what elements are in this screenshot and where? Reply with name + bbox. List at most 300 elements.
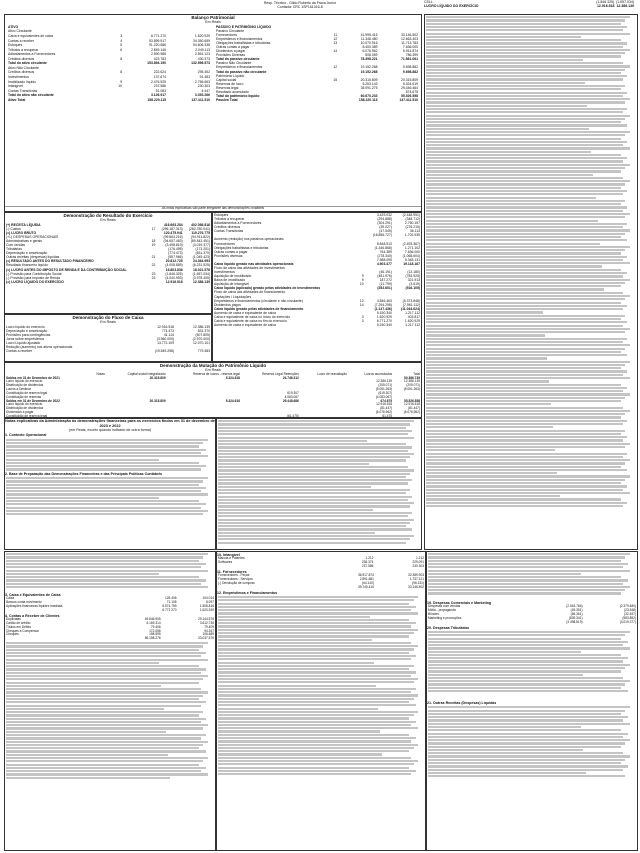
table-cell: 11.346.480 — [360, 36, 378, 41]
table-cell: 619.307 — [287, 390, 299, 395]
table-cell: Empréstimos e financiamentos — [216, 36, 263, 41]
table-row — [427, 621, 637, 625]
table-row — [213, 323, 421, 327]
table-cell: (6.076.962) — [403, 410, 420, 415]
text-line — [426, 449, 555, 451]
text-line — [6, 513, 203, 515]
text-line — [218, 496, 412, 498]
text-line — [218, 625, 411, 627]
text-line — [426, 39, 621, 41]
table-cell: Passivo Circulante — [216, 28, 245, 33]
text-line — [428, 563, 628, 565]
table-cell: Contas a receber — [6, 349, 33, 354]
table-cell: (16.856.727) — [372, 233, 392, 238]
table-cell: 12.386.139 — [376, 379, 393, 384]
table-cell: 2.756.663 — [194, 79, 210, 84]
table-cell: (294.888) — [377, 217, 392, 222]
text-line — [428, 660, 623, 662]
text-line — [426, 52, 625, 54]
table-cell: 39.745.415 — [357, 584, 374, 589]
note-3-heading: 3. Caixa e Equivalentes de Caixa — [5, 593, 61, 597]
text-line — [426, 206, 627, 208]
table-cell: Lucro líquido do exercício — [6, 324, 45, 329]
table-cell: 198.595 — [149, 632, 161, 637]
table-cell: 137.411.510 — [191, 97, 210, 102]
text-line — [426, 305, 627, 307]
table-cell: (3.960.000) — [156, 336, 175, 341]
text-line — [6, 695, 203, 697]
text-line — [6, 480, 203, 482]
text-line — [6, 724, 208, 726]
table-cell: 12.386.139 — [193, 279, 210, 284]
table-cell: 1.620.929 — [376, 314, 392, 319]
text-line — [218, 606, 416, 608]
text-line — [218, 499, 408, 501]
text-line — [428, 651, 581, 653]
table-cell: 78.398.221 — [360, 57, 378, 62]
note-body-text — [427, 705, 637, 785]
text-line — [218, 450, 408, 452]
table-cell: Aquisição de imobilizado — [214, 274, 252, 279]
text-line — [426, 433, 621, 435]
text-line — [218, 645, 418, 647]
text-line — [426, 265, 602, 267]
text-line — [428, 647, 630, 649]
table-cell: 24.746.312 — [282, 375, 299, 380]
table-cell: (12.180) — [407, 270, 420, 275]
text-line — [426, 154, 621, 156]
text-line — [428, 638, 621, 640]
table-cell: 12 — [333, 36, 338, 41]
text-line — [6, 449, 206, 451]
text-line — [426, 397, 625, 399]
table-cell: 3.126.917 — [150, 93, 167, 98]
csll-2022: (1.657.034) — [616, 0, 634, 4]
text-line — [426, 29, 623, 31]
text-line — [426, 46, 623, 48]
text-line — [426, 236, 621, 238]
text-line — [6, 566, 201, 568]
table-cell: Baixa de imobilizado — [214, 278, 246, 283]
text-line — [426, 42, 627, 44]
table-cell: 764.389 — [379, 249, 392, 254]
table-cell: (99.663.216) — [163, 234, 183, 239]
text-line — [6, 576, 199, 578]
table-cell: (+) RECEITA LÍQUIDA — [6, 222, 41, 227]
table-cell: Dividendos a pagar — [6, 410, 34, 415]
table-cell: 2.891.681 — [359, 577, 374, 581]
accountant-signature — [200, 1, 400, 9]
text-line — [218, 671, 416, 673]
text-line — [218, 473, 410, 475]
text-line — [426, 416, 621, 418]
csll-label: CSLL — [424, 0, 433, 4]
dfc-left — [4, 314, 212, 362]
text-line — [218, 701, 409, 703]
text-line — [426, 78, 623, 80]
text-line — [218, 694, 418, 696]
text-line — [6, 500, 199, 502]
text-line — [426, 65, 630, 67]
text-line — [218, 423, 410, 425]
text-line — [426, 380, 549, 382]
text-line — [218, 737, 416, 739]
table-cell: 33.037.576 — [198, 636, 214, 641]
table-cell: 24.364.953 — [193, 259, 210, 264]
table-cell: 79.409 — [204, 624, 214, 629]
text-line — [428, 556, 625, 558]
table-cell: 10.070.916 — [360, 41, 378, 46]
text-line — [218, 612, 418, 614]
table-cell: 12.070.101 — [193, 341, 210, 346]
text-line — [426, 279, 630, 281]
text-line — [218, 512, 412, 514]
table-cell: 1.702.935 — [404, 233, 420, 238]
dre-table — [5, 223, 211, 284]
table-cell: Com vendas — [6, 243, 26, 248]
text-line — [218, 639, 372, 641]
table-cell: 33.146.502 — [408, 584, 424, 589]
text-line — [426, 377, 630, 379]
note-4-heading: 4. Contas a Receber de Clientes — [5, 613, 60, 618]
table-cell: Fluxo de caixa das atividades de financiamento — [214, 290, 286, 295]
text-line — [426, 183, 625, 185]
table-cell: Tributos a recuperar — [214, 217, 245, 222]
text-line — [218, 430, 412, 432]
text-line — [218, 440, 367, 442]
text-line — [426, 302, 621, 304]
table-cell: 5.914.874 — [402, 49, 418, 54]
table-cell: 20.315.809 — [149, 375, 166, 380]
table-cell: 19 — [151, 243, 156, 248]
table-cell: Total do ativo não circulante — [8, 93, 54, 98]
balanco-footnote: As notas explicativas são parte integrante das demonstrações contábeis — [5, 206, 421, 211]
text-line — [426, 413, 625, 415]
dre-subtitle: Em Reais — [100, 218, 116, 223]
table-cell: Imobilizado líquido — [8, 79, 37, 84]
text-line — [6, 747, 199, 749]
table-cell: 3 — [361, 314, 364, 319]
table-cell: 104.014 — [202, 596, 214, 601]
table-cell: (282.780.041) — [188, 226, 210, 231]
text-line — [428, 573, 581, 575]
table-cell: 158.220.115 — [358, 98, 378, 103]
text-line — [426, 59, 583, 61]
table-cell: Créditos diversos — [8, 56, 35, 61]
table-cell: (81.447) — [408, 406, 420, 411]
text-line — [426, 210, 623, 212]
table-cell: (-) Devolução de compras — [218, 580, 255, 585]
note-11-heading: 11. Fornecedores — [217, 569, 247, 574]
text-line — [6, 583, 201, 585]
text-line — [6, 659, 208, 661]
text-line — [426, 485, 627, 487]
text-line — [428, 759, 625, 761]
text-line — [218, 717, 409, 719]
text-line — [428, 566, 623, 568]
table-cell: Cheques — [6, 632, 19, 637]
dre-title: Demonstração do Resultado do Exercício — [63, 213, 153, 218]
table-cell: 4.846.463 — [376, 298, 392, 303]
table-cell: 674.675 — [380, 398, 393, 403]
table-cell: Capital social integralizado — [127, 371, 166, 376]
table-cell: (2.379.480) — [619, 604, 636, 609]
text-line — [426, 88, 621, 90]
text-line — [428, 752, 623, 754]
text-line — [218, 655, 416, 657]
text-line — [426, 272, 627, 274]
table-cell: Lucro líquido do exercício — [6, 379, 43, 384]
text-line — [426, 328, 630, 330]
table-cell: (2.493.367) — [402, 241, 420, 246]
text-line — [218, 635, 409, 637]
text-line — [6, 652, 206, 654]
text-line — [426, 138, 621, 140]
table-cell: 29.448.686 — [282, 398, 299, 403]
table-cell: Total do passivo circulante — [216, 57, 260, 62]
table-cell: 13.772.109 — [157, 341, 175, 346]
text-line — [428, 641, 628, 643]
table-cell: (3.019.377) — [619, 619, 636, 624]
table-cell: Provisões diversas — [214, 253, 243, 258]
text-line — [6, 698, 199, 700]
text-line — [218, 603, 409, 605]
text-line — [6, 731, 166, 733]
text-line — [218, 476, 406, 478]
table-cell: 12.916.518 — [157, 324, 175, 329]
note-body-text — [425, 16, 637, 507]
text-line — [218, 528, 412, 530]
balanco-title: Balanço Patrimonial — [191, 15, 235, 20]
text-line — [428, 739, 630, 741]
text-line — [218, 509, 373, 511]
table-cell: 11 — [333, 32, 338, 37]
text-line — [218, 760, 418, 762]
signature-strip — [0, 0, 640, 12]
text-line — [218, 532, 375, 534]
table-cell: 120.475.941 — [163, 230, 183, 235]
table-cell: 12.916.518 — [165, 279, 183, 284]
text-line — [218, 437, 414, 439]
text-line — [426, 124, 627, 126]
text-line — [428, 583, 623, 585]
table-cell: 12 — [333, 65, 338, 70]
text-line — [428, 769, 623, 771]
notes-subtitle: (em Reais, exceto quando indicado de outra forma) — [69, 428, 151, 433]
table-cell: (-) Custos — [6, 226, 21, 231]
table-cell: 19.152.268 — [360, 65, 378, 70]
table-cell: 7.988.095 — [376, 257, 392, 262]
table-cell: (11.034.624) — [400, 306, 420, 311]
table-cell: Fornecedores — [214, 241, 235, 246]
text-line — [426, 489, 623, 491]
text-line — [6, 672, 201, 674]
table-cell — [427, 621, 530, 625]
text-line — [426, 23, 621, 25]
note-12-heading: 12. Empréstimos e Financiamentos — [217, 590, 278, 595]
text-line — [218, 714, 414, 716]
table-cell: 230.303 — [412, 564, 424, 568]
text-line — [6, 579, 206, 581]
text-line — [426, 147, 630, 149]
table-cell — [150, 280, 157, 284]
text-line — [426, 131, 630, 133]
table-cell: Títulos em Débito — [6, 624, 31, 629]
dmpl-title: Demonstração da Mutação do Patrimônio Líquido — [159, 363, 267, 368]
text-line — [426, 36, 581, 38]
table-cell: 29.446.464 — [401, 85, 418, 90]
text-line — [6, 754, 168, 756]
table-cell: Administrativas e gerais — [6, 239, 42, 244]
text-line — [218, 535, 414, 537]
text-line — [428, 634, 625, 636]
notes-bottom-right — [426, 551, 638, 851]
text-line — [426, 33, 630, 35]
table-cell: 321.913 — [407, 278, 420, 283]
table-cell: 137.674 — [153, 74, 167, 79]
table-cell: Aquisição de intangível — [214, 282, 249, 287]
text-line — [6, 708, 164, 710]
notes-bottom-left — [4, 551, 216, 851]
table-cell: (507.805) — [195, 332, 210, 337]
table-cell: (47.549) — [379, 229, 392, 234]
text-line — [426, 338, 627, 340]
text-line — [426, 288, 604, 290]
table-cell: 1.217.112 — [405, 323, 420, 328]
table-cell: Caixa e equivalente de caixa no fim do exercício — [214, 319, 287, 324]
text-line — [426, 423, 623, 425]
table-cell: (7.294.298) — [374, 302, 392, 307]
table-cell: (-) Provisão para Contribuição Social — [6, 271, 62, 276]
table-cell: 5 — [120, 43, 123, 48]
table-cell: (173.201) — [195, 247, 210, 252]
text-line — [218, 619, 409, 621]
table-cell: 7.636.000 — [402, 45, 418, 50]
text-line — [6, 744, 203, 746]
table-cell — [111, 97, 123, 102]
text-line — [426, 472, 557, 474]
text-line — [6, 553, 208, 555]
table-cell: (176.495) — [168, 247, 183, 252]
text-line — [218, 446, 412, 448]
table-cell: Caixa — [6, 596, 15, 601]
table-cell: Contas Transitórias — [8, 88, 38, 93]
dre-statement — [4, 212, 212, 314]
table-cell: 229.091 — [412, 560, 424, 565]
text-line — [218, 482, 408, 484]
text-line — [218, 525, 406, 527]
table-cell: (1.045.423) — [192, 255, 210, 260]
table-cell: 5.324.618 — [225, 375, 240, 380]
text-line — [218, 538, 410, 540]
text-line — [6, 586, 208, 588]
text-line — [426, 213, 630, 215]
text-line — [218, 443, 406, 445]
notes-title: Notas explicativas da Administração às demonstrações financeiras para os exercícios findos em 31 de dezembro de 2023 e 2022 — [5, 419, 215, 428]
text-line — [6, 668, 206, 670]
text-line — [6, 573, 159, 575]
text-line — [218, 466, 408, 468]
table-cell: Depreciação e amortização — [6, 251, 48, 256]
table-cell — [217, 565, 324, 569]
table-row — [217, 565, 425, 569]
table-cell: (3.619) — [409, 282, 420, 287]
table-cell: Total do ativo circulante — [8, 61, 47, 66]
text-line — [426, 95, 623, 97]
note-body-text — [217, 420, 421, 544]
text-line — [6, 442, 203, 444]
text-line — [426, 357, 547, 359]
text-line — [426, 203, 621, 205]
text-line — [218, 750, 409, 752]
table-cell: Aplicações financeiras liquidez imediata — [6, 604, 63, 608]
table-cell: (5.051.263) — [403, 387, 420, 392]
text-line — [6, 750, 206, 752]
table-cell: (1.846.325) — [165, 271, 183, 276]
table-cell: 6.574.759 — [162, 604, 177, 608]
table-cell: Capital social — [216, 77, 237, 82]
table-row — [5, 349, 211, 353]
text-line — [426, 351, 621, 353]
table-cell: 18.021.578 — [193, 267, 210, 272]
text-line — [426, 105, 587, 107]
text-line — [426, 233, 625, 235]
table-cell: (839.341) — [568, 615, 583, 620]
text-line — [428, 586, 630, 588]
lucro-row-liquido — [424, 4, 634, 8]
text-line — [6, 714, 199, 716]
table-cell: 5.324.618 — [225, 398, 240, 403]
table-cell: 3 — [361, 319, 364, 324]
table-cell: Fornecedores — [216, 32, 237, 37]
table-cell: Resultado acumulado — [216, 89, 249, 94]
text-line — [428, 710, 625, 712]
table-cell: 94.606.338 — [193, 43, 210, 48]
table-row — [5, 609, 215, 613]
text-line — [426, 118, 625, 120]
text-line — [6, 570, 208, 572]
text-line — [426, 193, 623, 195]
table-cell: Constituição de reservas — [6, 394, 42, 399]
table-cell: 5.150.340 — [376, 323, 392, 328]
table-cell: 7.636.000 — [404, 249, 420, 254]
table-cell: 21 — [151, 255, 156, 260]
table-cell: Ativo Total — [8, 97, 26, 102]
text-line — [426, 180, 630, 182]
text-line — [218, 652, 409, 654]
table-cell: 187.272 — [379, 278, 392, 283]
dfc-subtitle: Em Reais — [100, 320, 116, 325]
table-cell: 8 — [120, 56, 123, 61]
text-line — [428, 765, 628, 767]
table-cell: 71.105 — [166, 600, 177, 605]
table-cell: 22 — [151, 263, 156, 268]
table-cell: 402.056.816 — [191, 222, 210, 227]
table-cell: Caixa líquido (aplicado) gerado pelas atividades de investimentos — [214, 286, 321, 291]
note-body-text — [5, 439, 215, 471]
table-cell: 674.675 — [405, 89, 418, 94]
table-cell: 2.590.988 — [150, 52, 167, 57]
text-line — [426, 55, 621, 57]
text-line — [426, 141, 627, 143]
table-cell: Investimentos — [214, 270, 235, 275]
table-cell: (4.083.067) — [375, 394, 393, 399]
text-line — [426, 26, 627, 28]
text-line — [426, 49, 630, 51]
table-cell: (11.799) — [379, 282, 392, 287]
text-line — [426, 190, 627, 192]
text-line — [6, 507, 201, 509]
